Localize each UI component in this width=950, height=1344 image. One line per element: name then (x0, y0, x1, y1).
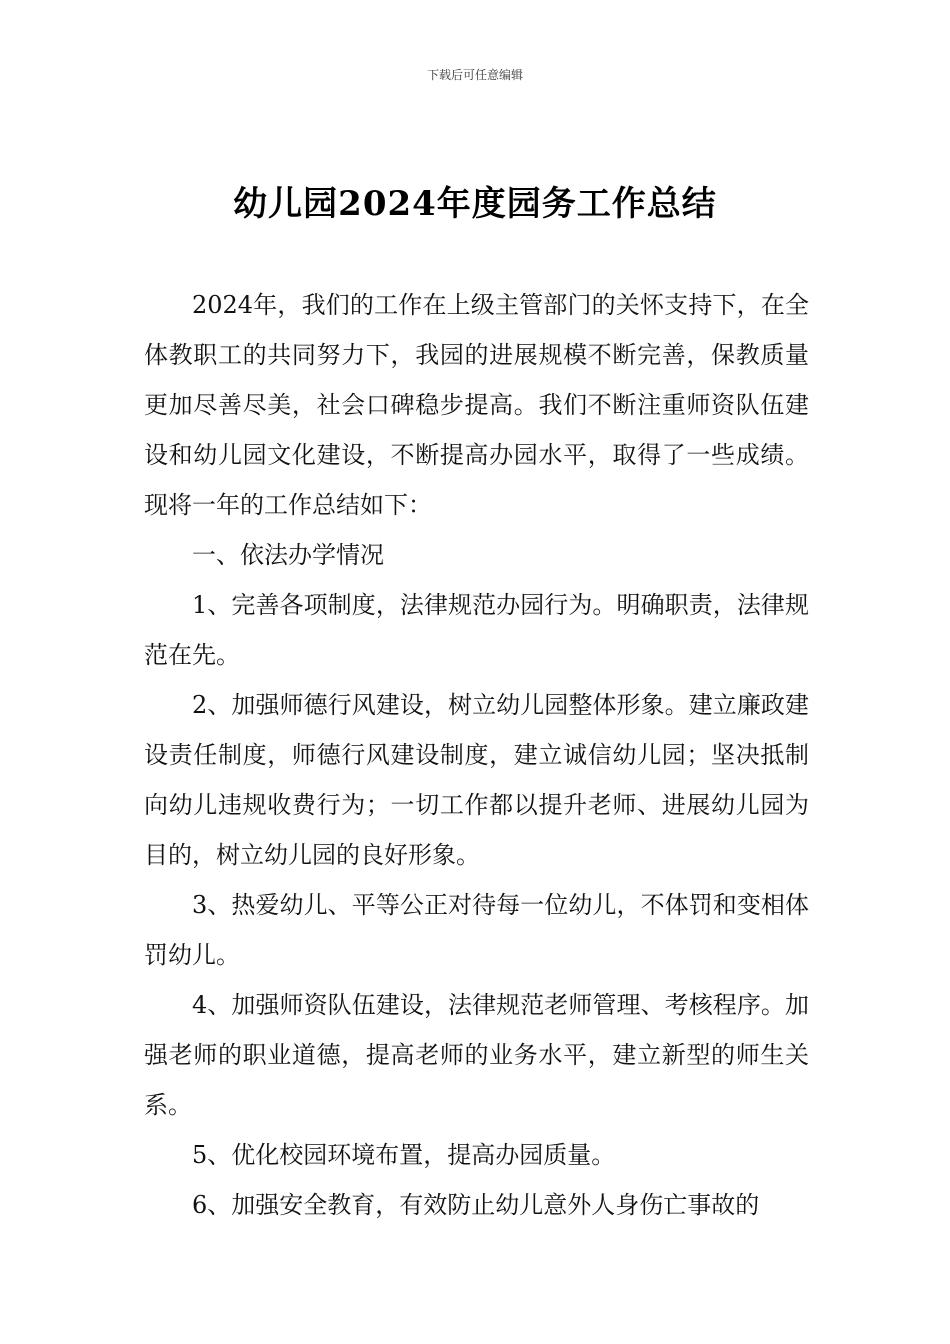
paragraph-item-6: 6、加强安全教育，有效防止幼儿意外人身伤亡事故的 (192, 1191, 760, 1219)
paragraph-item-4: 4、加强师资队伍建设，法律规范老师管理、考核程序。加强老师的职业道德，提高老师的业务水平，建立新型的师生关系。 (144, 991, 809, 1119)
paragraph-intro: 2024年，我们的工作在上级主管部门的关怀支持下，在全体教职工的共同努力下，我园的进展规模不断完善，保教质量更加尽善尽美，社会口碑稳步提高。我们不断注重师资队伍建设和幼儿园文化建设，不断提高办园水平，取得了一些成绩。现将一年的工作总结如下： (144, 291, 809, 519)
paragraph-item-1: 1、完善各项制度，法律规范办园行为。明确职责，法律规范在先。 (144, 591, 809, 669)
header-note: 下载后可任意编辑 (426, 68, 523, 82)
paragraph-item-2: 2、加强师德行风建设，树立幼儿园整体形象。建立廉政建设责任制度，师德行风建设制度，建立诚信幼儿园；坚决抵制向幼儿违规收费行为；一切工作都以提升老师、进展幼儿园为目的，树立幼儿园的良好形象。 (144, 691, 809, 869)
document-title: 幼儿园2024年度园务工作总结 (233, 184, 717, 224)
document-body (144, 280, 809, 1230)
paragraph-item-5: 5、优化校园环境布置，提高办园质量。 (192, 1141, 616, 1169)
paragraph-item-3: 3、热爱幼儿、平等公正对待每一位幼儿，不体罚和变相体罚幼儿。 (144, 891, 809, 969)
section-heading: 一、依法办学情况 (192, 541, 384, 569)
